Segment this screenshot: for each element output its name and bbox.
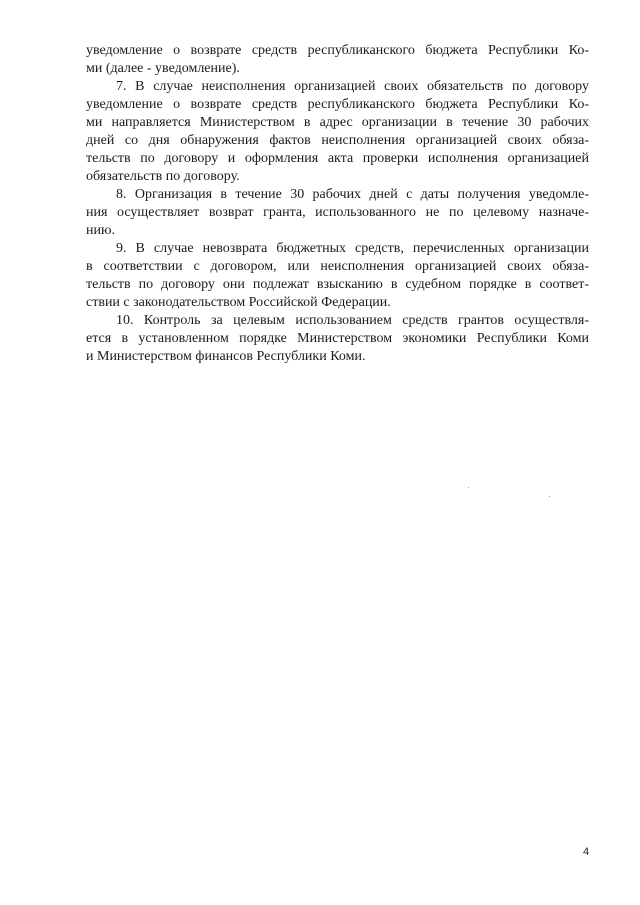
document-body	[86, 42, 589, 366]
text-line: в соответствии с договором, или неисполнения организацией своих обяза-	[86, 259, 589, 274]
text-line: 8. Организация в течение 30 рабочих дней с даты получения уведомле-	[116, 187, 589, 202]
text-line: 7. В случае неисполнения организацией своих обязательств по договору	[116, 79, 589, 94]
text-line: тельств по договору и оформления акта проверки исполнения организацией	[86, 151, 589, 166]
text-line: тельств по договору они подлежат взысканию в судебном порядке в соответ-	[86, 277, 589, 292]
page-number: 4	[583, 846, 590, 858]
paragraph-10	[86, 312, 589, 366]
text-line: обязательств по договору.	[86, 169, 240, 184]
text-line: ми (далее - уведомление).	[86, 61, 240, 76]
text-line: ния осуществляет возврат гранта, использованного не по целевому назначе-	[86, 205, 589, 220]
paragraph-7	[86, 78, 589, 186]
paragraph-8	[86, 186, 589, 240]
text-line: уведомление о возврате средств республиканского бюджета Республики Ко-	[86, 97, 589, 112]
scan-speck	[468, 487, 469, 488]
text-line: ми направляется Министерством в адрес организации в течение 30 рабочих	[86, 115, 589, 130]
scan-speck	[549, 496, 550, 497]
text-line: 10. Контроль за целевым использованием средств грантов осуществля-	[116, 313, 589, 328]
text-line: 9. В случае невозврата бюджетных средств, перечисленных организации	[116, 241, 589, 256]
text-line: дней со дня обнаружения фактов неисполнения организацией своих обяза-	[86, 133, 589, 148]
text-line: ствии с законодательством Российской Федерации.	[86, 295, 391, 310]
text-line: уведомление о возврате средств республиканского бюджета Республики Ко-	[86, 43, 589, 58]
text-line: ется в установленном порядке Министерством экономики Республики Коми	[86, 331, 589, 346]
text-line: нию.	[86, 223, 115, 238]
text-line: и Министерством финансов Республики Коми.	[86, 349, 366, 364]
paragraph-9	[86, 240, 589, 312]
paragraph-continuation	[86, 42, 589, 78]
